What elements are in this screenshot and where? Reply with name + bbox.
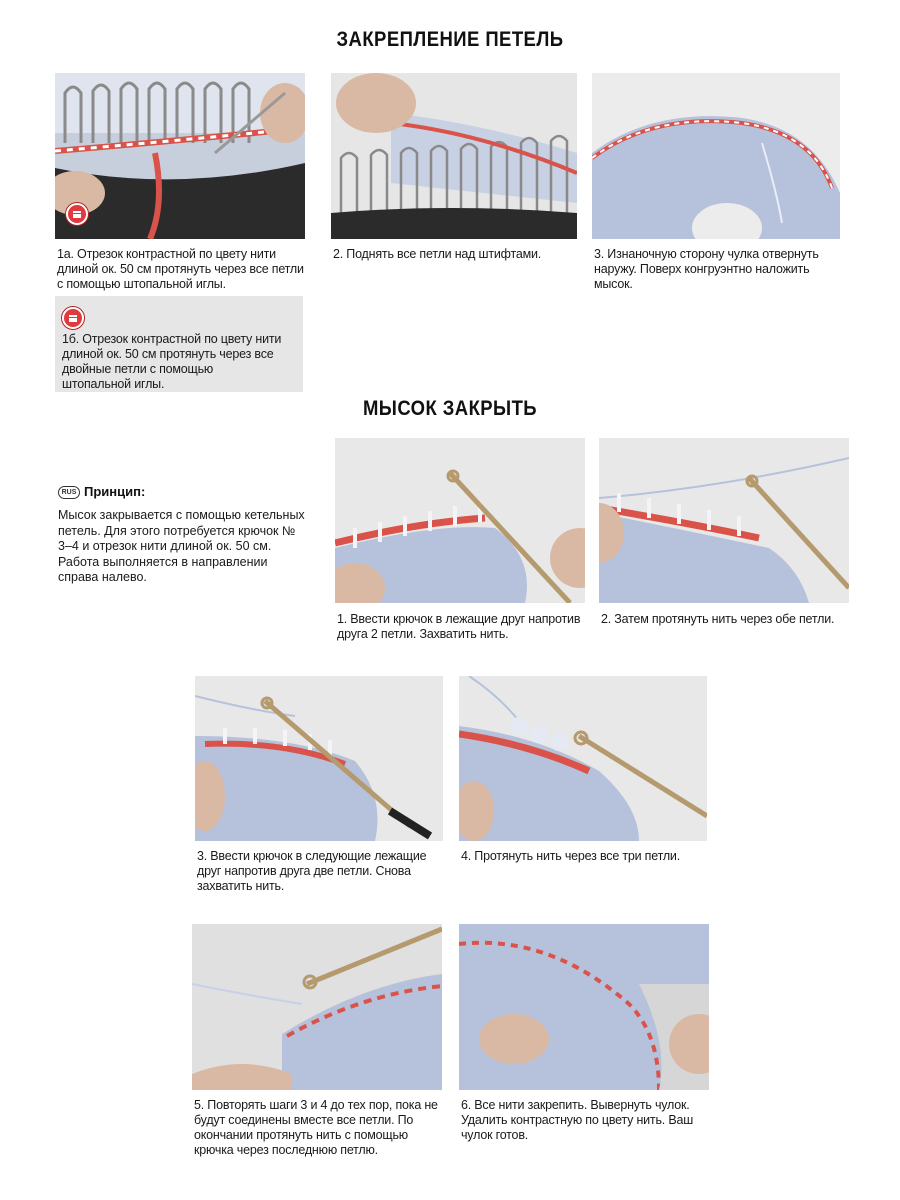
photo-step-1a — [55, 73, 305, 239]
caption-closing-step-2: 2. Затем протянуть нить через обе петли. — [601, 612, 835, 626]
photo-step-3 — [592, 73, 840, 239]
section-heading-closing: МЫСОК ЗАКРЫТЬ — [362, 397, 538, 420]
photo-closing-step-4 — [459, 676, 707, 841]
photo-closing-step-1 — [335, 438, 585, 603]
double-loop-icon — [66, 203, 88, 225]
photo-closing-step-2 — [599, 438, 849, 603]
language-badge: RUS — [58, 486, 80, 499]
photo-closing-step-3 — [195, 676, 443, 841]
photo-step-2 — [331, 73, 577, 239]
caption-step-2: 2. Поднять все петли над штифтами. — [333, 247, 542, 261]
principle-text: Мысок закрывается с помощью кетельных петель. Для этого потребуется крючок № 3–4 и отрезок нити длиной ок. 50 см. Работа выполняется в направлении справа налево. — [58, 508, 305, 584]
caption-closing-step-3: 3. Ввести крючок в следующие лежащие друг напротив друга две петли. Снова захватить нить. — [197, 849, 427, 893]
caption-closing-step-5: 5. Повторять шаги 3 и 4 до тех пор, пока не будут соединены вместе все петли. По окончании протянуть нить с помощью крючка через последнюю петлю. — [194, 1098, 438, 1157]
caption-step-1a: 1а. Отрезок контрастной по цвету нити длиной ок. 50 см протянуть через все петли с помощью штопальной иглы. — [57, 247, 304, 291]
caption-closing-step-6: 6. Все нити закрепить. Вывернуть чулок. Удалить контрастную по цвету нить. Ваш чулок готов. — [461, 1098, 694, 1142]
caption-step-1b: 1б. Отрезок контрастной по цвету нити длиной ок. 50 см протянуть через все двойные петли с помощью штопальной иглы. — [62, 332, 282, 391]
caption-step-3: 3. Изнаночную сторону чулка отвернуть наружу. Поверх конгруэнтно наложить мысок. — [594, 247, 819, 291]
caption-closing-step-1: 1. Ввести крючок в лежащие друг напротив друга 2 петли. Захватить нить. — [337, 612, 581, 641]
section-heading-fixing: ЗАКРЕПЛЕНИЕ ПЕТЕЛЬ — [336, 28, 564, 51]
principle-title: Принцип: — [84, 484, 146, 499]
double-loop-icon — [62, 307, 84, 329]
photo-closing-step-5 — [192, 924, 442, 1090]
caption-closing-step-4: 4. Протянуть нить через все три петли. — [461, 849, 680, 863]
photo-closing-step-6 — [459, 924, 709, 1090]
